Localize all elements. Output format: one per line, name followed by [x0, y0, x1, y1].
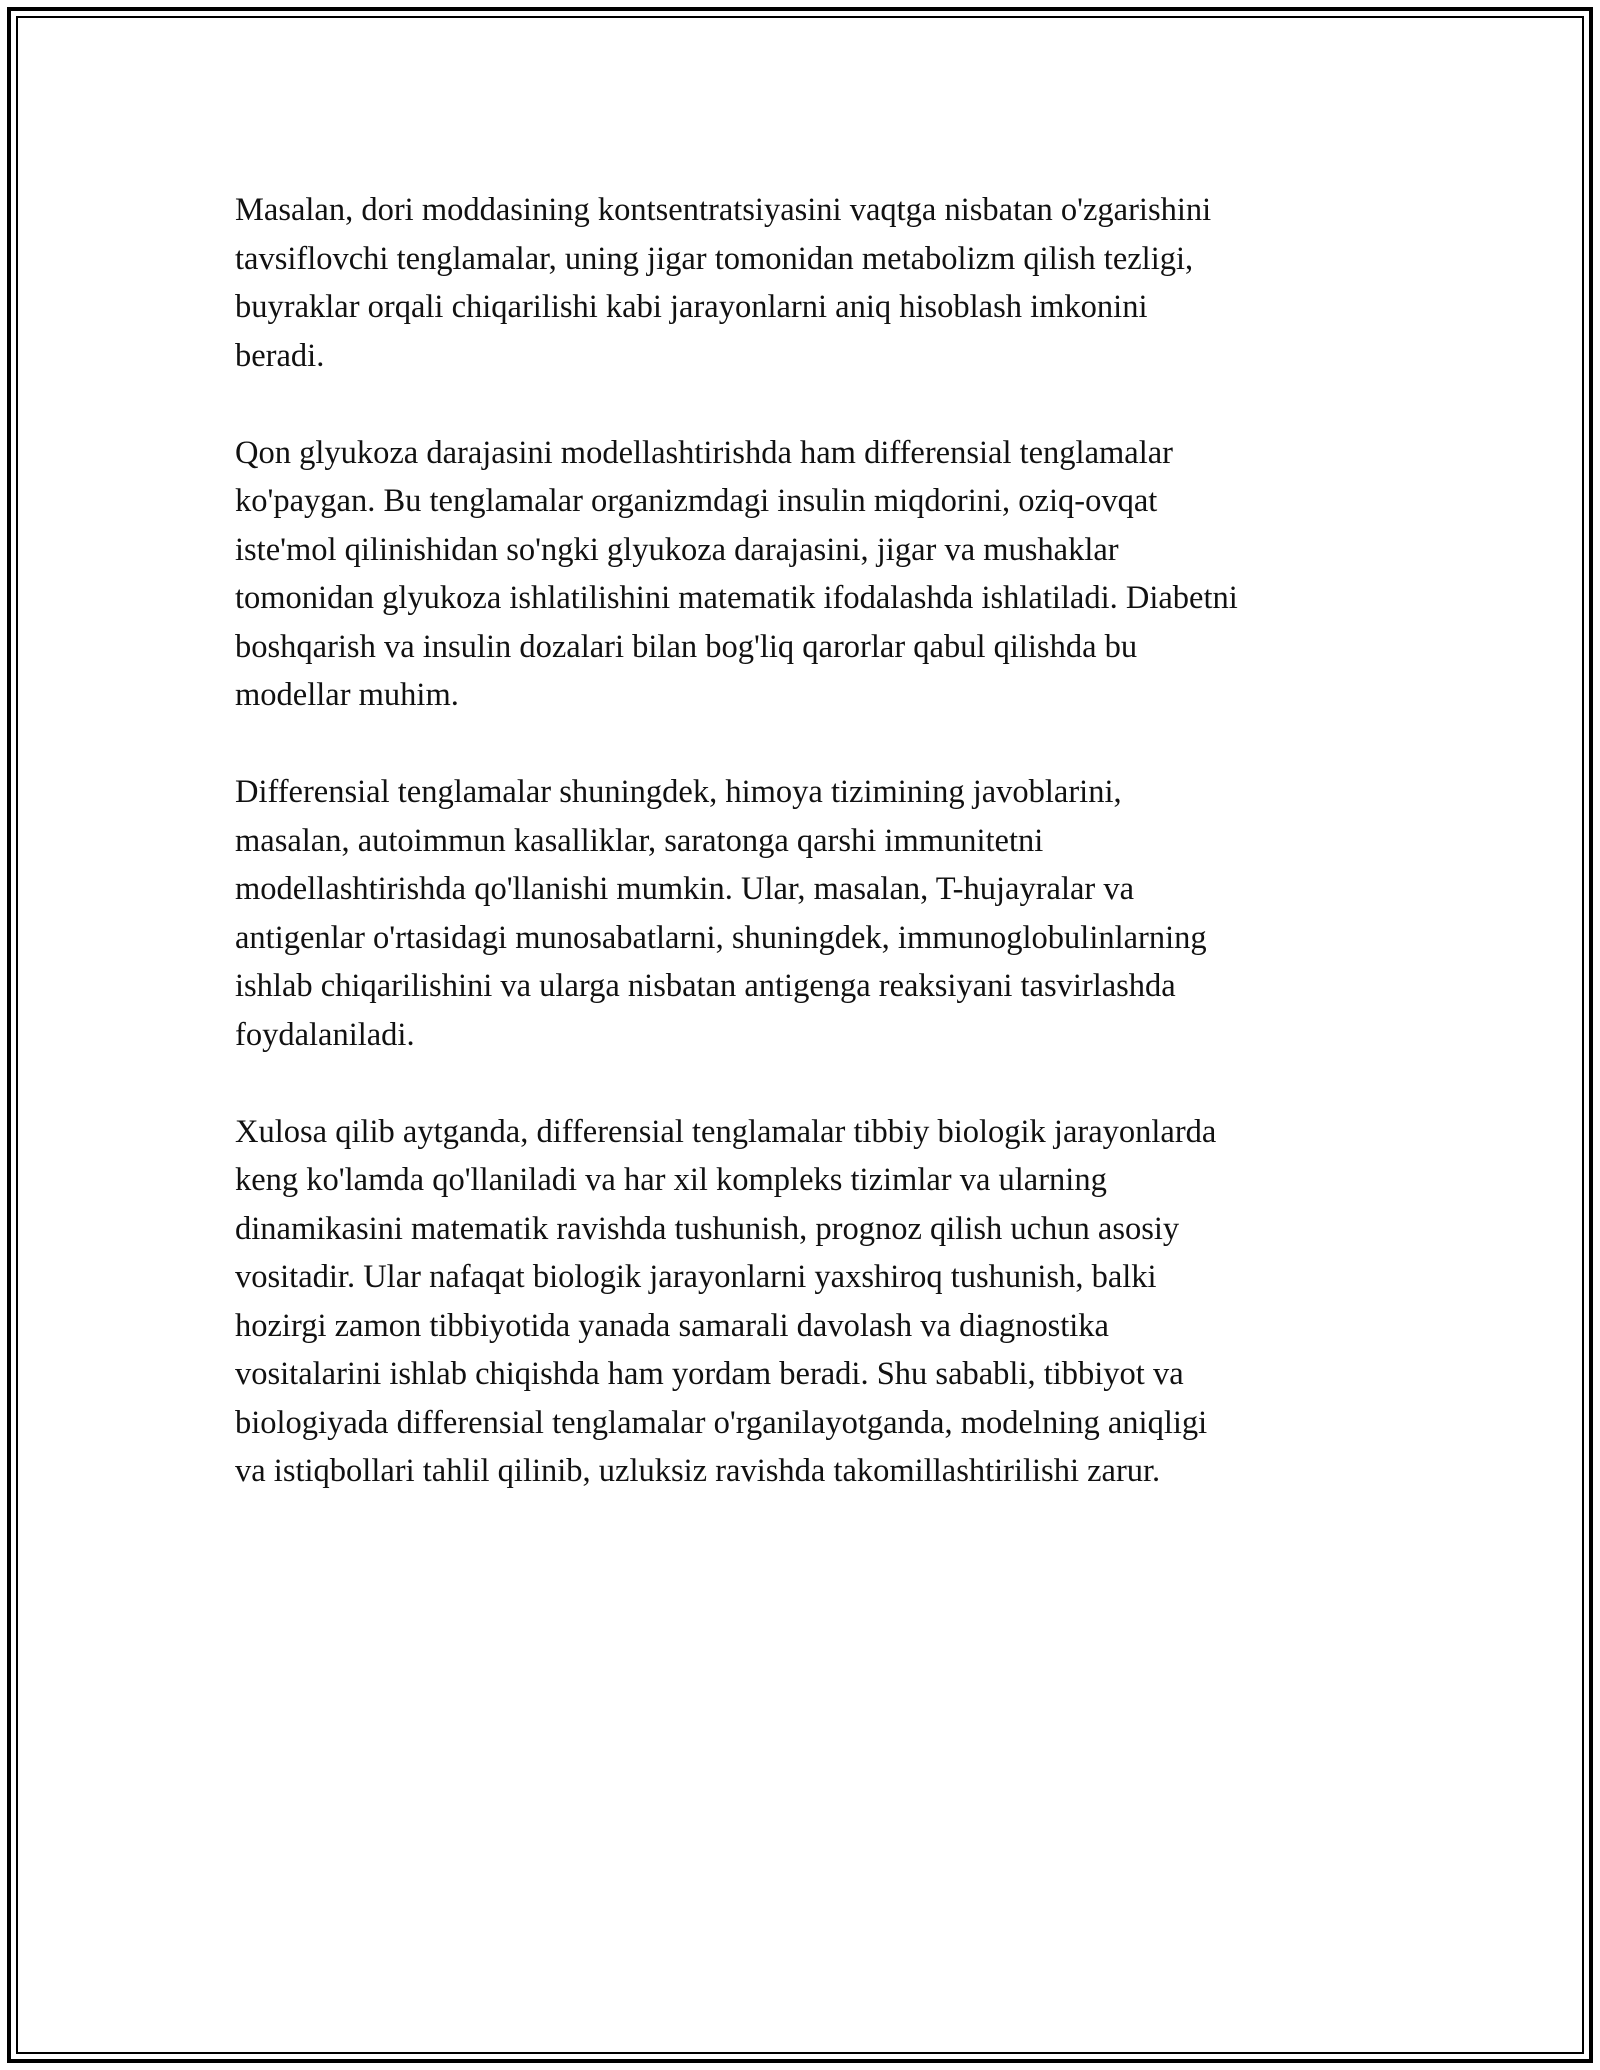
paragraph-glucose-modeling: Qon glyukoza darajasini modellashtirishda ham differensial tenglamalar ko'paygan. Bu tenglamalar organizmdagi insulin miqdorini, oziq-ovqat iste'mol qilinishidan so'ngki glyukoza darajasini, jigar va mushaklar tomonidan glyukoza ishlatilishini matematik ifodalashda ishlatiladi. Diabetni boshqarish va insulin dozalari bilan bog'liq qarorlar qabul qilishda bu modellar muhim. [235, 434, 1238, 713]
paragraph-drug-concentration: Masalan, dori moddasining kontsentratsiyasini vaqtga nisbatan o'zgarishini tavsiflovchi tenglamalar, uning jigar tomonidan metabolizm qilish tezligi, buyraklar orqali chiqarilishi kabi jarayonlarni aniq hisoblash imkonini beradi. [235, 192, 1212, 374]
paragraph-immune-response: Differensial tenglamalar shuningdek, himoya tizimining javoblarini, masalan, autoimmun kasalliklar, saratonga qarshi immunitetni modellashtirishda qo'llanishi mumkin. Ular, masalan, T-hujayralar va antigenlar o'rtasidagi munosabatlarni, shuningdek, immunoglobulinlarning ishlab chiqarilishini va ularga nisbatan antigenga reaksiyani tasvirlashda foydalaniladi. [235, 774, 1207, 1053]
paragraph-conclusion: Xulosa qilib aytganda, differensial tenglamalar tibbiy biologik jarayonlarda keng ko'lamda qo'llaniladi va har xil kompleks tizimlar va ularning dinamikasini matematik ravishda tushunish, prognoz qilish uchun asosiy vositadir. Ular nafaqat biologik jarayonlarni yaxshiroq tushunish, balki hozirgi zamon tibbiyotida yanada samarali davolash va diagnostika vositalarini ishlab chiqishda ham yordam beradi. Shu sababli, tibbiyot va biologiyada differensial tenglamalar o'rganilayotganda, modelning aniqligi va istiqbollari tahlil qilinib, uzluksiz ravishda takomillashtirilishi zarur. [235, 1113, 1217, 1489]
document-body [235, 186, 1375, 1544]
